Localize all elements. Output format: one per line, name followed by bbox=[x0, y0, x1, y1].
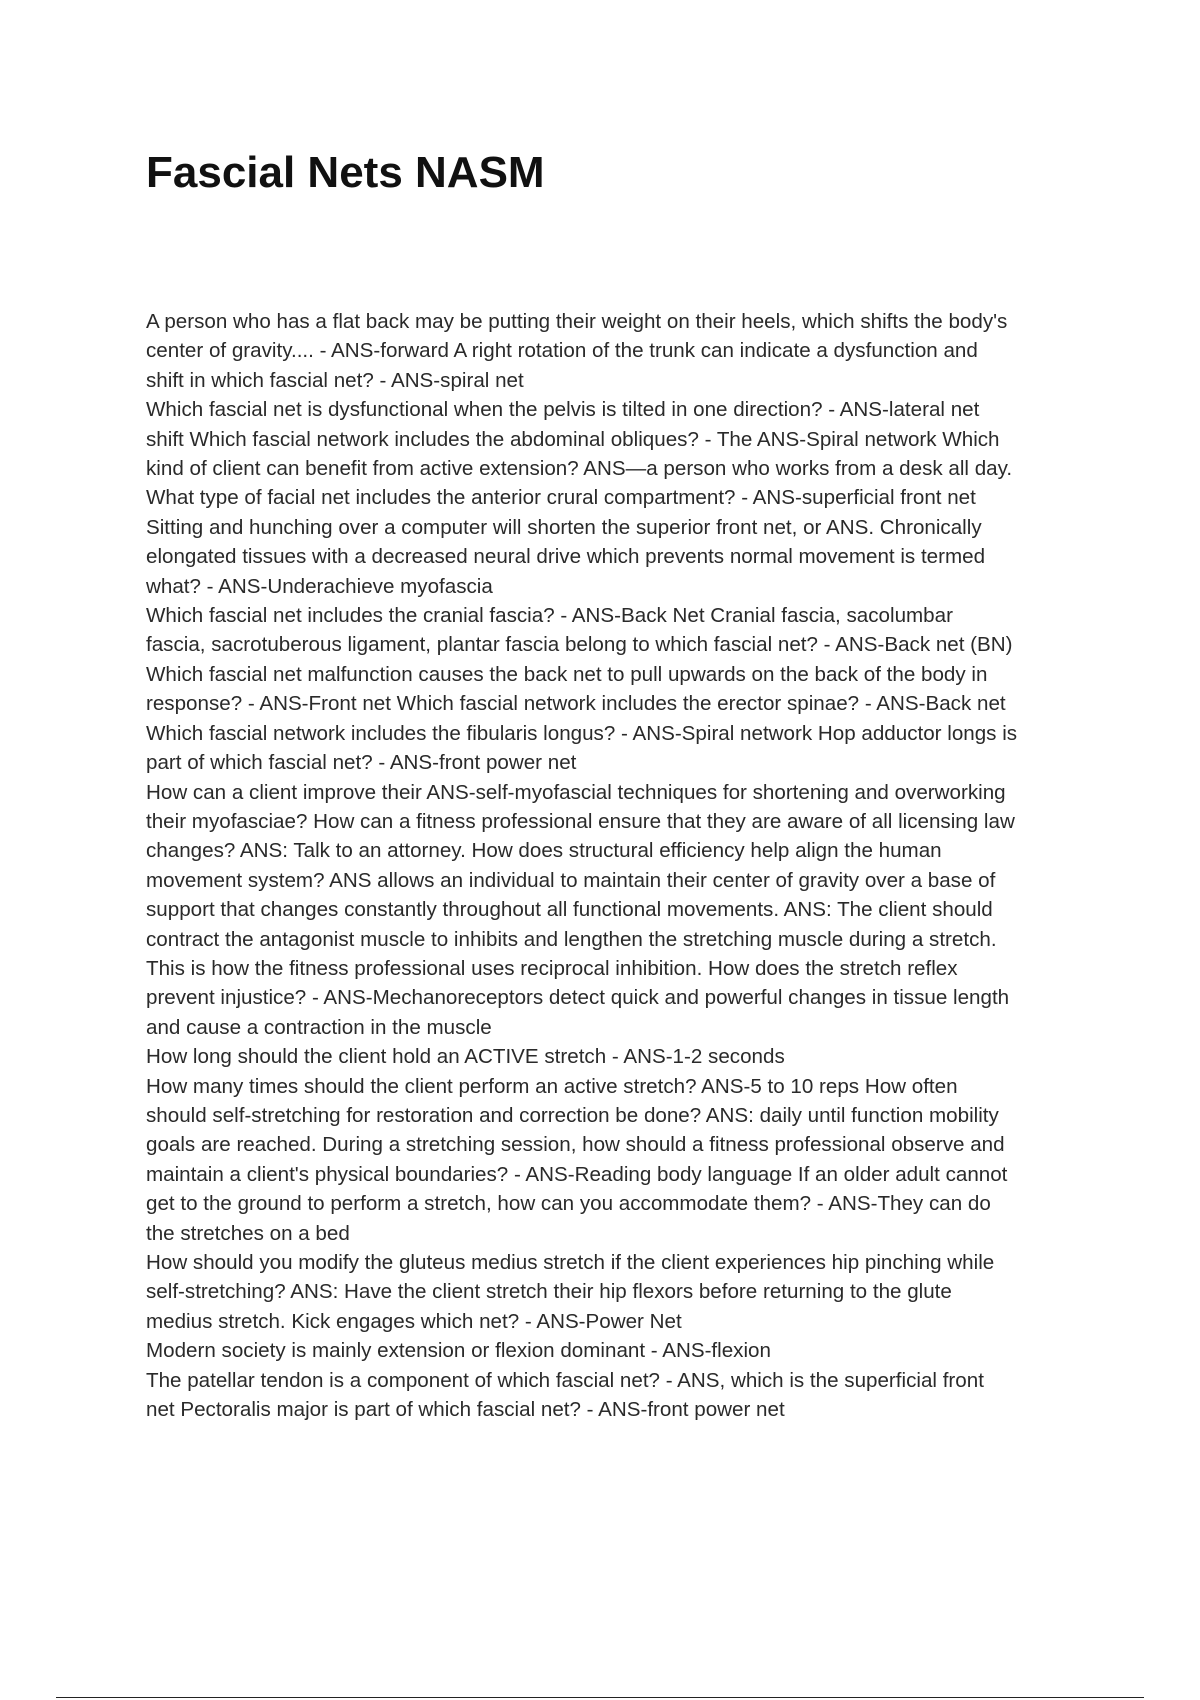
text-line: part of which fascial net? - ANS-front power net bbox=[146, 751, 577, 775]
text-line: changes? ANS: Talk to an attorney. How does structural efficiency help align the human bbox=[146, 839, 942, 863]
text-line: Which fascial net is dysfunctional when the pelvis is tilted in one direction? - ANS-lateral net bbox=[146, 398, 980, 422]
text-line: and cause a contraction in the muscle bbox=[146, 1015, 492, 1039]
text-line: self-stretching? ANS: Have the client stretch their hip flexors before returning to the glute bbox=[146, 1280, 952, 1304]
text-line: maintain a client's physical boundaries? - ANS-Reading body language If an older adult cannot bbox=[146, 1162, 1008, 1186]
text-line: shift Which fascial network includes the abdominal obliques? - The ANS-Spiral network Which bbox=[146, 427, 1000, 451]
footer-divider bbox=[56, 1697, 1144, 1698]
text-line: Which fascial net malfunction causes the back net to pull upwards on the back of the body in bbox=[146, 662, 988, 686]
text-line: should self-stretching for restoration and correction be done? ANS: daily until function mobility bbox=[146, 1103, 999, 1127]
text-line: what? - ANS-Underachieve myofascia bbox=[146, 574, 493, 598]
text-line: elongated tissues with a decreased neural drive which prevents normal movement is termed bbox=[146, 545, 986, 569]
text-line: How can a client improve their ANS-self-myofascial techniques for shortening and overworking bbox=[146, 780, 1006, 804]
text-line: What type of facial net includes the anterior crural compartment? - ANS-superficial front net bbox=[146, 486, 976, 510]
text-line: kind of client can benefit from active extension? ANS—a person who works from a desk all day. bbox=[146, 457, 1013, 481]
qa-paragraph bbox=[146, 1042, 1091, 1071]
text-line: shift in which fascial net? - ANS-spiral net bbox=[146, 368, 524, 392]
qa-paragraph bbox=[146, 395, 1091, 601]
text-line: medius stretch. Kick engages which net? - ANS-Power Net bbox=[146, 1309, 682, 1333]
text-line: How long should the client hold an ACTIVE stretch - ANS-1-2 seconds bbox=[146, 1045, 785, 1069]
qa-paragraph bbox=[146, 1072, 1091, 1248]
qa-paragraph bbox=[146, 601, 1091, 660]
qa-paragraph bbox=[146, 660, 1091, 778]
text-line: How should you modify the gluteus medius stretch if the client experiences hip pinching while bbox=[146, 1251, 995, 1274]
text-line: Modern society is mainly extension or flexion dominant - ANS-flexion bbox=[146, 1339, 771, 1363]
text-line: get to the ground to perform a stretch, how can you accommodate them? - ANS-They can do bbox=[146, 1192, 991, 1216]
text-line: A person who has a flat back may be putting their weight on their heels, which shifts the body's bbox=[146, 310, 1008, 333]
text-line: the stretches on a bed bbox=[146, 1221, 350, 1245]
text-line: The patellar tendon is a component of which fascial net? - ANS, which is the superficial front bbox=[146, 1368, 984, 1392]
text-line: their myofasciae? How can a fitness professional ensure that they are aware of all licensing law bbox=[146, 809, 1015, 833]
qa-paragraph bbox=[146, 1366, 1091, 1425]
text-line: prevent injustice? - ANS-Mechanoreceptors detect quick and powerful changes in tissue length bbox=[146, 986, 1010, 1010]
text-line: response? - ANS-Front net Which fascial network includes the erector spinae? - ANS-Back net bbox=[146, 692, 1006, 716]
text-line: center of gravity.... - ANS-forward A right rotation of the trunk can indicate a dysfunction and bbox=[146, 339, 978, 363]
text-line: contract the antagonist muscle to inhibits and lengthen the stretching muscle during a stretch. bbox=[146, 927, 997, 951]
document-title: Fascial Nets NASM bbox=[146, 148, 545, 197]
text-line: goals are reached. During a stretching session, how should a fitness professional observe and bbox=[146, 1133, 1005, 1157]
document-body bbox=[146, 307, 1091, 1424]
qa-paragraph bbox=[146, 778, 1091, 1043]
qa-paragraph bbox=[146, 307, 1091, 395]
text-line: support that changes constantly throughout all functional movements. ANS: The client should bbox=[146, 898, 993, 922]
text-line: fascia, sacrotuberous ligament, plantar fascia belong to which fascial net? - ANS-Back net (BN) bbox=[146, 633, 1013, 657]
text-line: This is how the fitness professional uses reciprocal inhibition. How does the stretch reflex bbox=[146, 956, 958, 980]
text-line: Which fascial net includes the cranial fascia? - ANS-Back Net Cranial fascia, sacolumbar bbox=[146, 604, 953, 628]
qa-paragraph bbox=[146, 1248, 1091, 1336]
text-line: movement system? ANS allows an individual to maintain their center of gravity over a base of bbox=[146, 868, 996, 892]
text-line: net Pectoralis major is part of which fascial net? - ANS-front power net bbox=[146, 1398, 785, 1422]
text-line: Sitting and hunching over a computer will shorten the superior front net, or ANS. Chronically bbox=[146, 515, 982, 539]
text-line: How many times should the client perform an active stretch? ANS-5 to 10 reps How often bbox=[146, 1074, 958, 1098]
text-line: Which fascial network includes the fibularis longus? - ANS-Spiral network Hop adductor longs is bbox=[146, 721, 1018, 745]
qa-paragraph bbox=[146, 1336, 1091, 1365]
